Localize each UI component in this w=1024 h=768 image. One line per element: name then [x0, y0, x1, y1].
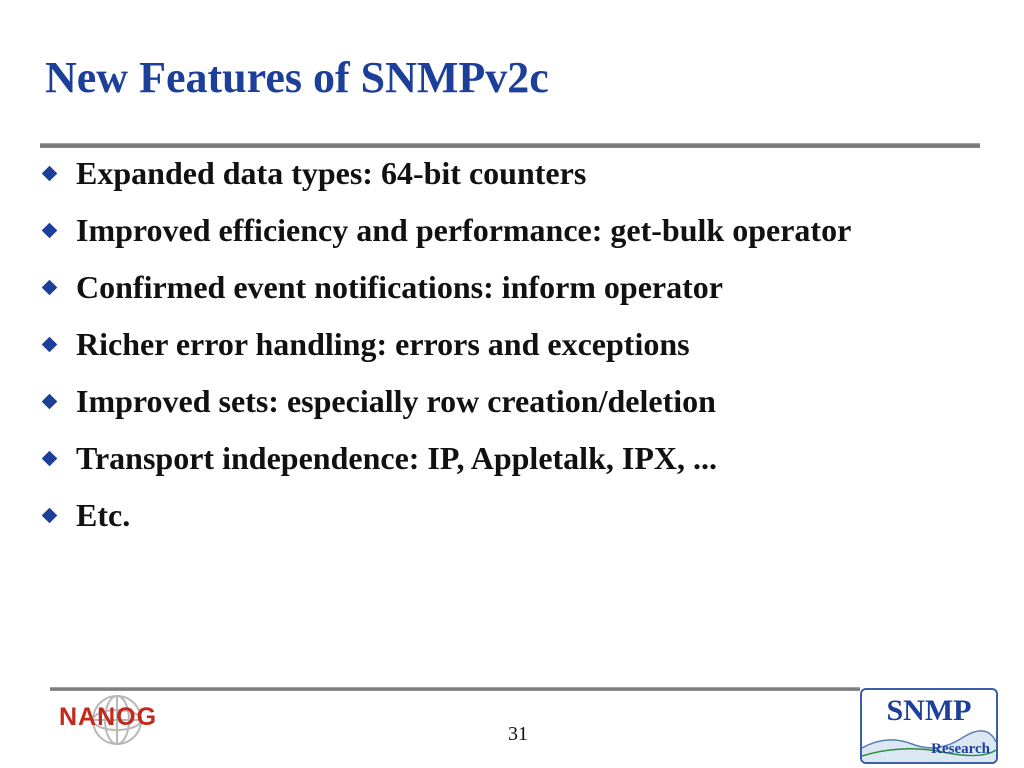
- bullet-text: Improved efficiency and performance: get-bulk operator: [76, 212, 852, 248]
- slide-title: New Features of SNMPv2c: [45, 53, 549, 102]
- bullet-item: [40, 378, 970, 425]
- bullet-text: Improved sets: especially row creation/deletion: [76, 383, 716, 419]
- bullet-text: Etc.: [76, 497, 131, 533]
- diamond-icon: [42, 451, 58, 467]
- diamond-icon: [42, 280, 58, 296]
- diamond-icon: [42, 394, 58, 410]
- bullet-item: [40, 492, 970, 539]
- bullet-item: [40, 435, 970, 482]
- bullet-text: Transport independence: IP, Appletalk, IPX, ...: [76, 440, 717, 476]
- bullet-text: Richer error handling: errors and exceptions: [76, 326, 690, 362]
- footer-divider: [50, 687, 860, 691]
- bullet-list: [40, 150, 970, 549]
- bullet-item: [40, 150, 970, 197]
- bullet-item: [40, 207, 970, 254]
- snmp-research-logo: [860, 688, 998, 764]
- diamond-icon: [42, 337, 58, 353]
- nanog-logo-text: NANOG: [59, 703, 158, 731]
- nanog-logo: [55, 692, 215, 752]
- diamond-icon: [42, 166, 58, 182]
- bullet-item: [40, 321, 970, 368]
- snmp-logo-subtitle: Research: [931, 741, 990, 757]
- snmp-logo-title: SNMP: [886, 694, 972, 727]
- title-divider: [40, 143, 980, 148]
- diamond-icon: [42, 223, 58, 239]
- diamond-icon: [42, 508, 58, 524]
- bullet-text: Expanded data types: 64-bit counters: [76, 155, 587, 191]
- bullet-item: [40, 264, 970, 311]
- bullet-text: Confirmed event notifications: inform operator: [76, 269, 723, 305]
- page-number: 31: [508, 723, 528, 745]
